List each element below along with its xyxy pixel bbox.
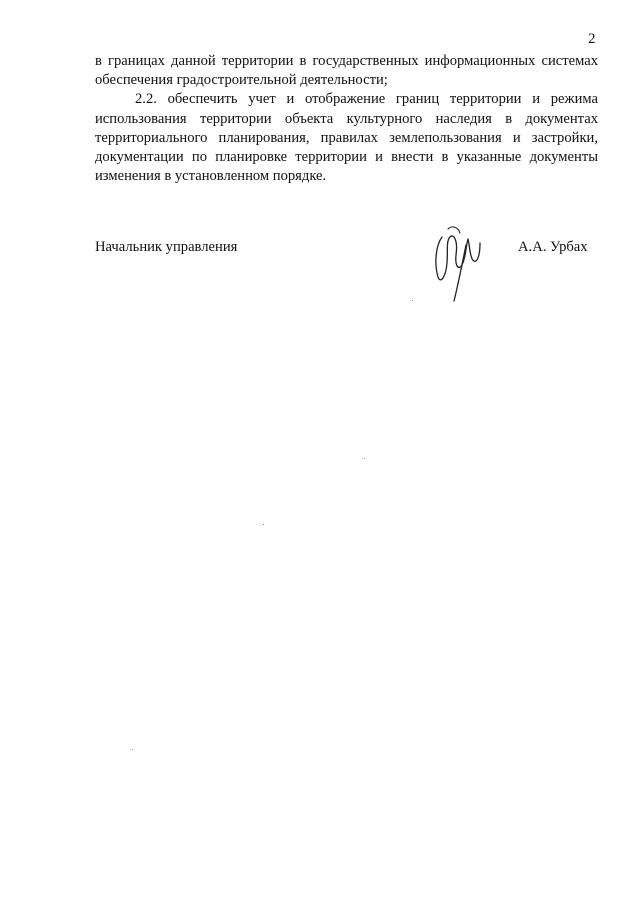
paragraph-item-2-2: 2.2. обеспечить учет и отображение границ территории и режима использования территории объекта культурного наследия в документах территориального планирования, правилах землепользования и застройки, документации по планировке территории и внести в указанные документы изменения в установленном порядке.	[95, 91, 598, 185]
signatory-position: Начальник управления	[95, 239, 238, 255]
paragraph-continuation: в границах данной территории в государственных информационных системах обеспечения градостроительной деятельности;	[95, 53, 598, 89]
document-body	[95, 52, 598, 186]
page-number: 2	[588, 31, 596, 47]
scan-speck	[364, 458, 365, 459]
handwritten-signature-icon	[428, 215, 488, 305]
scan-speck	[132, 749, 133, 750]
scan-speck	[263, 524, 264, 525]
scan-speck	[412, 300, 413, 301]
signatory-name: А.А. Урбах	[518, 239, 588, 255]
